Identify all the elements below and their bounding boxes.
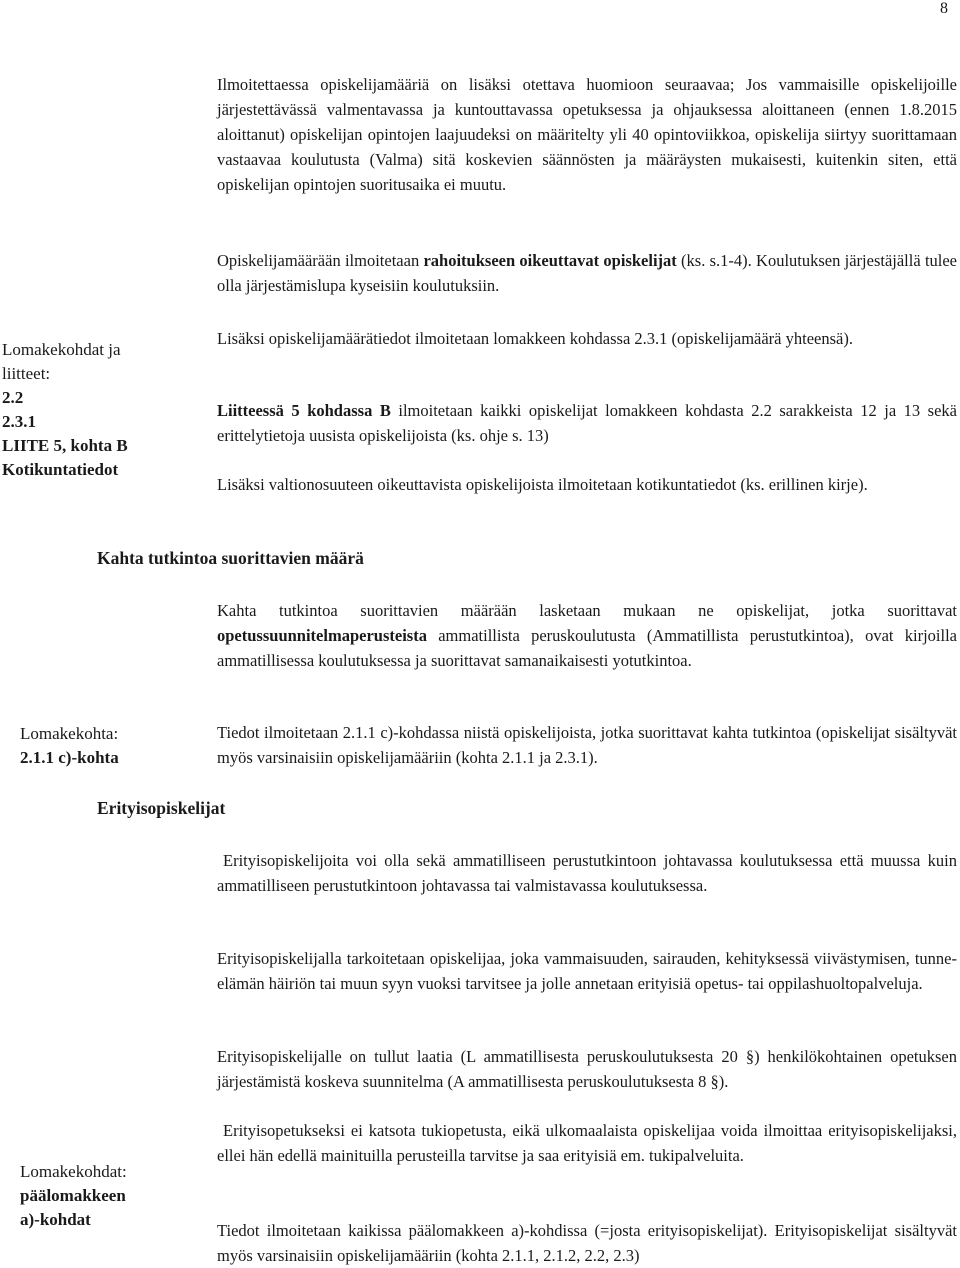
special-students-paragraph-4: Erityisopetukseksi ei katsota tukiopetusta, eikä ulkomaalaista opiskelijaa voida ilmoittaa erityisopiskelijaksi, ellei hän edellä mainituilla perusteilla tarvitse ja saa erityisiä em. tukipalveluita.: [217, 1121, 957, 1165]
side-note-forms-1: [2, 338, 202, 482]
plan-b: ) henkilökohtainen opetuksen järjestämistä koskeva suunnitelma (A ammatillisesta peruskoulutuksesta 8: [217, 1047, 957, 1091]
two-degrees-bold: opetussuunnitelmaperusteista: [217, 626, 427, 645]
heading-special-students: Erityisopiskelijat: [97, 798, 226, 818]
side-note-ref: päälomakkeen: [20, 1186, 126, 1205]
special-students-paragraph-5: Tiedot ilmoitetaan kaikissa päälomakkeen a)-kohdissa (=josta erityisopiskelijat). Erityisopiskelijat sisältyvät myös varsinaisiin opiskelijamääriin (kohta 2.1.1, 2.1.2, 2.2, 2.3): [217, 1221, 957, 1265]
side-note-forms-2: [20, 722, 220, 770]
two-degrees-pre: Kahta tutkintoa suorittavien määrään lasketaan mukaan ne opiskelijat, jotka suorittavat: [217, 601, 957, 620]
side-note-ref: a)-kohdat: [20, 1210, 91, 1229]
section-symbol: §: [745, 1047, 755, 1066]
plan-a: Erityisopiskelijalle on tullut laatia (L ammatillisesta peruskoulutuksesta 20: [217, 1047, 746, 1066]
intro-paragraph: Ilmoitettaessa opiskelijamääriä on lisäksi otettava huomioon seuraavaa; Jos vammaisille opiskelijoille järjestettävässä valmentavassa ja kuntouttavassa opetuksessa ja ohjauksessa aloittaneen (ennen 1.8.2015 aloittanut) opiskelijan opintojen laajuudeksi on määritelty yli 40 opintoviikkoa, opiskelija siirtyy suorittamaan vastaavaa koulutusta (Valma) sitä koskevien säännösten ja määräysten mukaisesti, kuitenkin siten, että opiskelijan opintojen suoritusaika ei muutu.: [217, 75, 957, 194]
side-note-label: Lomakekohta:: [20, 724, 119, 743]
two-degrees-post: ammatillista peruskoulutusta (Ammatillista perustutkintoa), ovat kirjoilla ammatillisessa koulutuksessa ja suorittavat samanaikaisesti yotutkintoa.: [217, 626, 957, 670]
side-note-label: Lomakekohdat ja liitteet:: [2, 340, 121, 383]
appendix-bold: Liitteessä 5 kohdassa B: [217, 401, 391, 420]
appendix-post: ilmoitetaan kaikki opiskelijat lomakkeen kohdasta 2.2 sarakkeista 12 ja 13 sekä erittelytietoja uusista opiskelijoista (ks. ohje s. 13): [217, 401, 958, 445]
funding-paragraph: [217, 248, 957, 298]
special-students-paragraph-3: [217, 1044, 957, 1094]
two-degrees-info-paragraph: Tiedot ilmoitetaan 2.1.1 c)-kohdassa niistä opiskelijoista, jotka suorittavat kahta tutkintoa (opiskelijat sisältyvät myös varsinaisiin opiskelijamääriin (kohta 2.1.1 ja 2.3.1).: [217, 723, 957, 767]
funding-pre: Opiskelijamäärään ilmoitetaan: [217, 251, 424, 270]
home-municipality-paragraph: Lisäksi valtionosuuteen oikeuttavista opiskelijoista ilmoitetaan kotikuntatiedot (ks. erillinen kirje).: [217, 475, 868, 494]
appendix-paragraph: [217, 398, 957, 448]
funding-bold: rahoitukseen oikeuttavat opiskelijat: [423, 251, 677, 270]
special-students-paragraph-2: Erityisopiskelijalla tarkoitetaan opiskelijaa, joka vammaisuuden, sairauden, kehityksessä viivästymisen, tunne-elämän häiriön tai muun syyn vuoksi tarvitsee ja jolle annetaan erityisiä opetus- tai oppilashuoltopalveluja.: [217, 949, 957, 993]
side-note-ref: 2.1.1 c)-kohta: [20, 748, 119, 767]
funding-post: (ks. s.1-4). Koulutuksen järjestäjällä tulee olla järjestämislupa kyseisiin koulutuksiin.: [217, 251, 958, 295]
side-note-ref: 2.3.1: [2, 412, 36, 431]
side-note-ref: 2.2: [2, 388, 24, 407]
two-degrees-paragraph: [217, 598, 957, 673]
plan-c: ).: [718, 1072, 729, 1091]
student-count-paragraph: Lisäksi opiskelijamäärätiedot ilmoitetaan lomakkeen kohdassa 2.3.1 (opiskelijamäärä yhteensä).: [217, 329, 853, 348]
side-note-label: Lomakekohdat:: [20, 1162, 127, 1181]
heading-two-degrees: Kahta tutkintoa suorittavien määrä: [97, 548, 364, 568]
page-number: 8: [940, 0, 948, 17]
side-note-ref: LIITE 5, kohta B: [2, 436, 128, 455]
section-symbol: §: [710, 1072, 719, 1091]
special-students-paragraph-1: Erityisopiskelijoita voi olla sekä ammatilliseen perustutkintoon johtavassa koulutuksessa että muussa kuin ammatilliseen perustutkintoon johtavassa tai valmistavassa koulutuksessa.: [217, 851, 957, 895]
side-note-forms-3: [20, 1160, 220, 1232]
side-note-ref: Kotikuntatiedot: [2, 460, 119, 479]
